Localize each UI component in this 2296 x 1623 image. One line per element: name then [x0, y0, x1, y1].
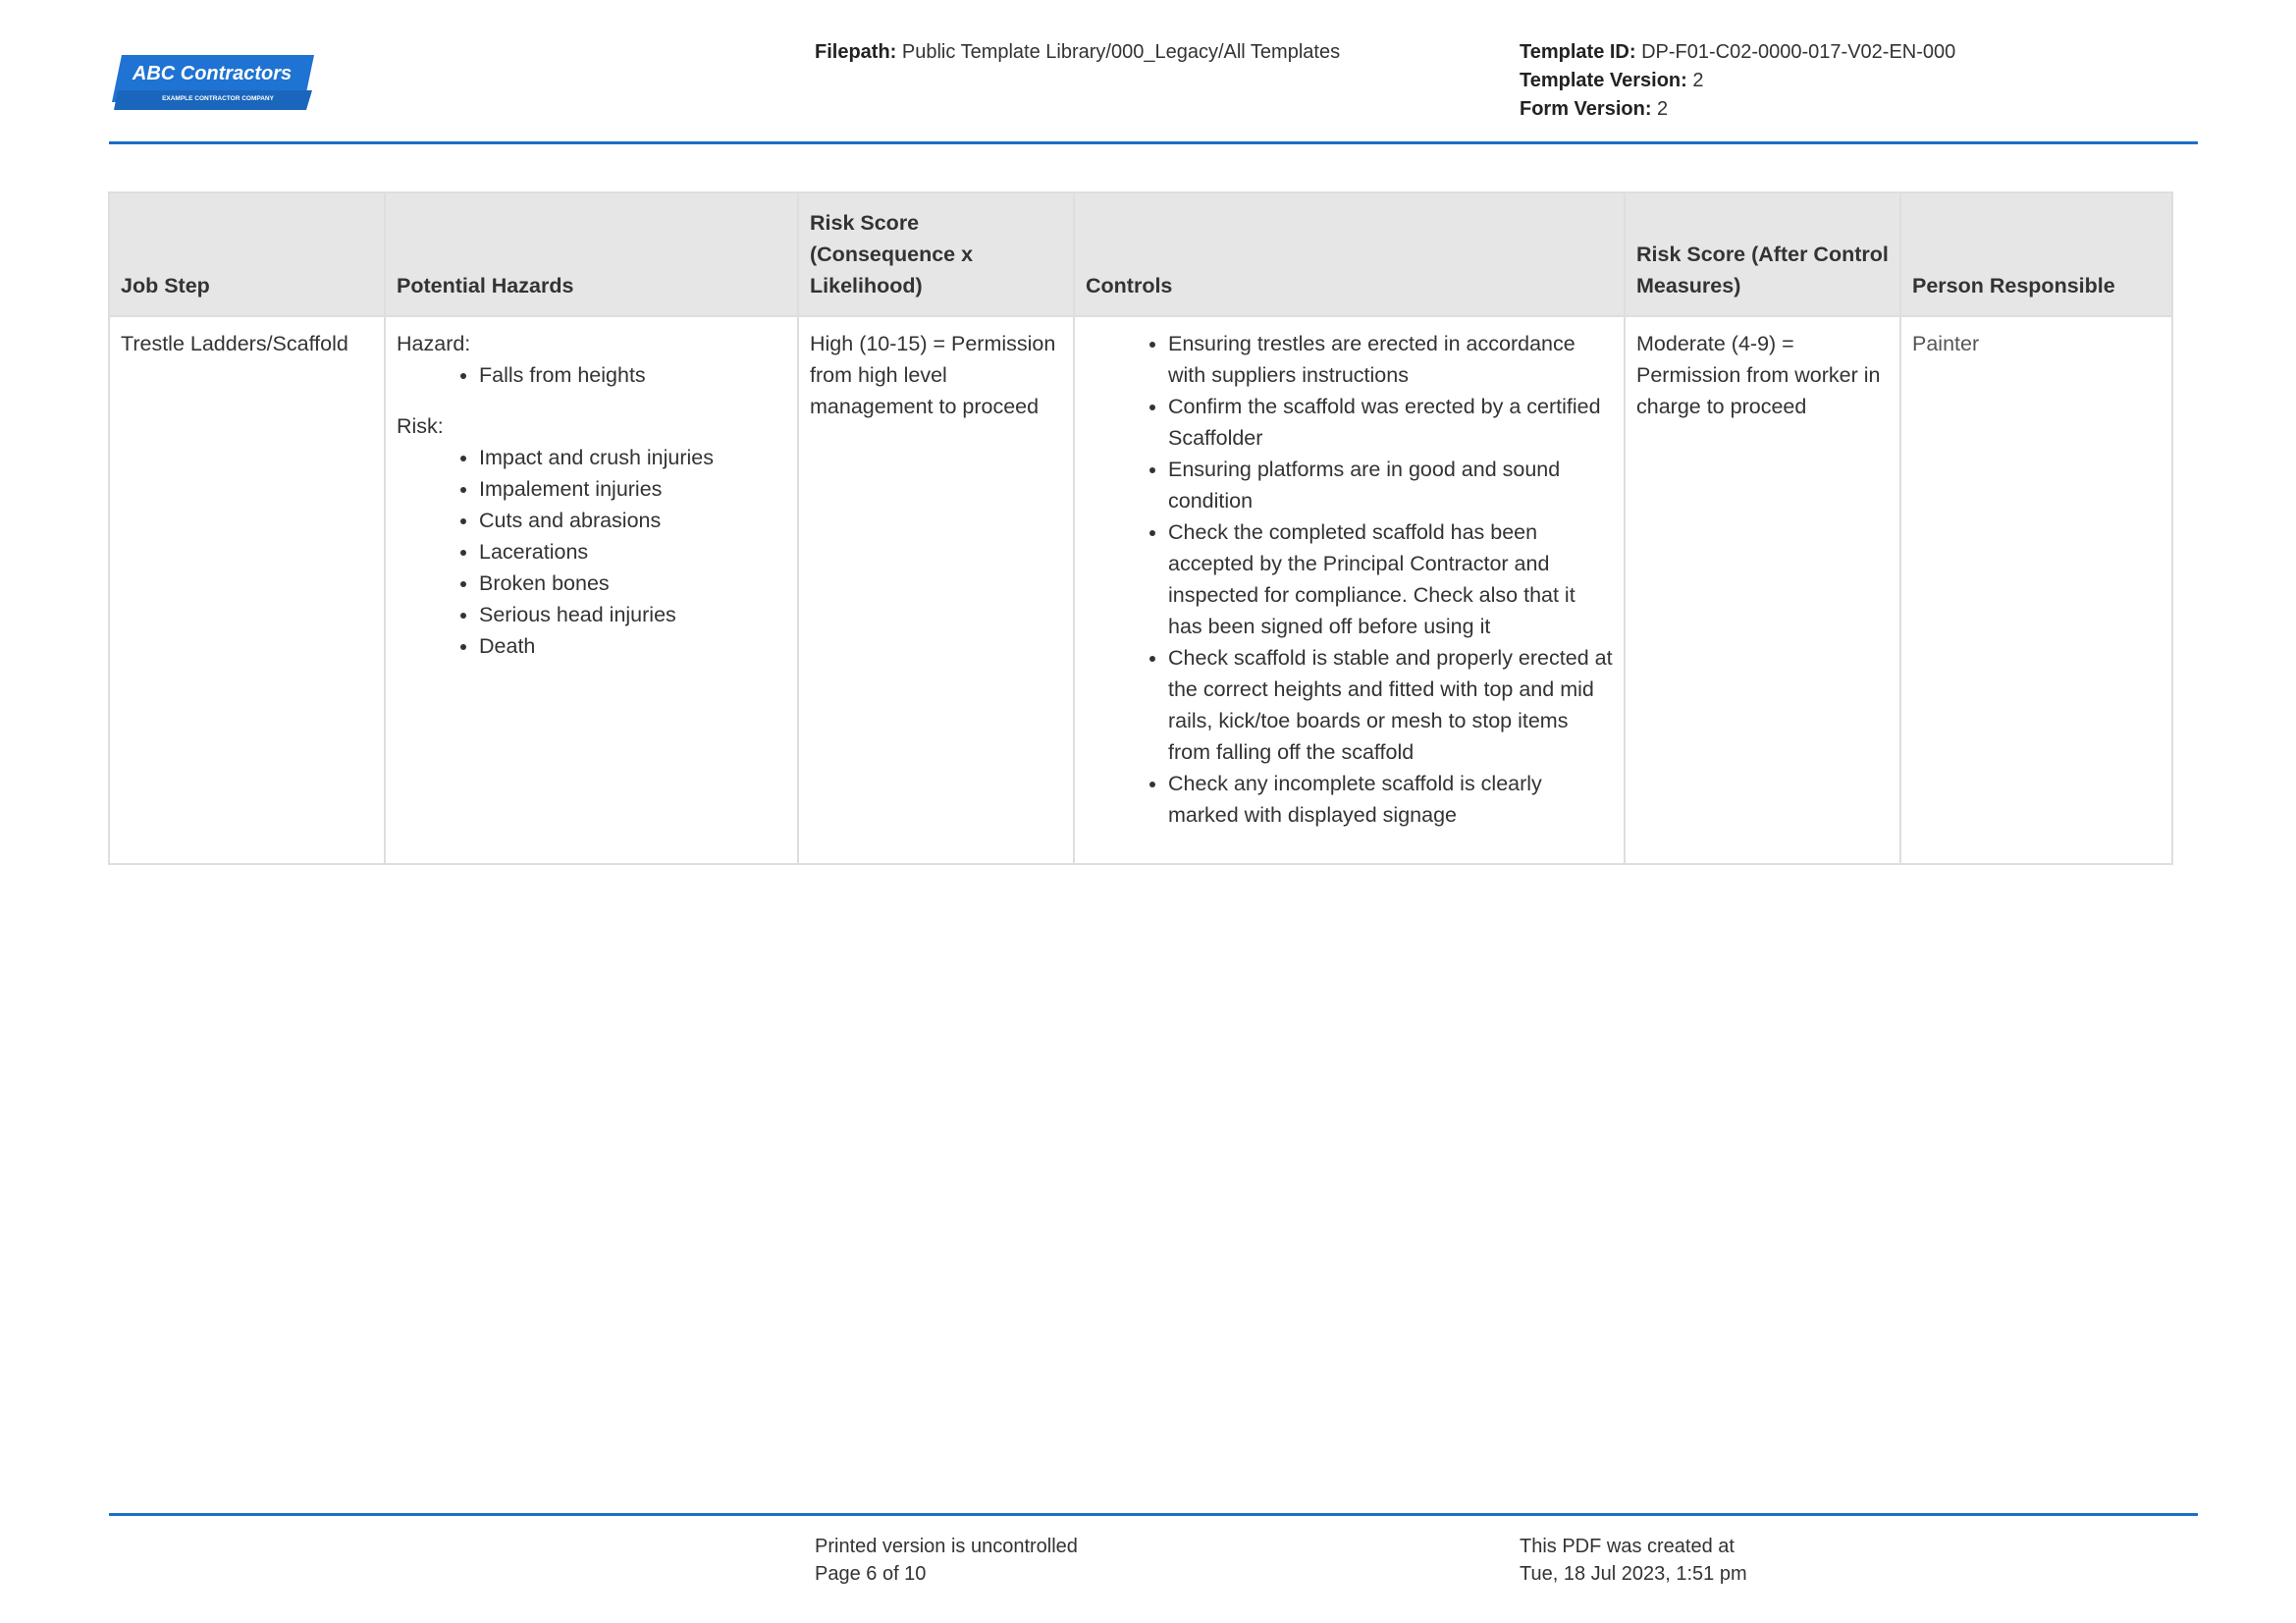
footer-created-info	[1520, 1533, 1747, 1588]
col-controls: Controls	[1074, 192, 1625, 316]
list-item: • Ensuring platforms are in good and sound condition	[1168, 454, 1613, 516]
company-logo	[110, 53, 316, 112]
col-risk-score: Risk Score (Consequence x Likelihood)	[798, 192, 1074, 316]
template-id-value: DP-F01-C02-0000-017-V02-EN-000	[1641, 41, 1956, 63]
controls-cell	[1074, 316, 1625, 864]
list-item: • Lacerations	[479, 536, 786, 568]
col-potential-hazards: Potential Hazards	[385, 192, 798, 316]
person-responsible-cell: Painter	[1900, 316, 2172, 864]
list-item: • Cuts and abrasions	[479, 505, 786, 536]
header-filepath	[815, 38, 1340, 67]
hazards-cell	[385, 316, 798, 864]
filepath-value: Public Template Library/000_Legacy/All Templates	[901, 41, 1341, 63]
template-version-label: Template Version:	[1520, 70, 1687, 91]
risk-list	[397, 442, 786, 662]
list-item: • Check any incomplete scaffold is clearly marked with displayed signage	[1168, 768, 1613, 831]
template-id-label: Template ID:	[1520, 41, 1636, 63]
hazard-label: Hazard:	[397, 332, 471, 355]
controls-list	[1075, 328, 1613, 831]
template-version-value: 2	[1692, 70, 1704, 91]
list-item: • Confirm the scaffold was erected by a certified Scaffolder	[1168, 391, 1613, 454]
created-timestamp: Tue, 18 Jul 2023, 1:51 pm	[1520, 1563, 1747, 1585]
list-item: • Impact and crush injuries	[479, 442, 786, 473]
hazard-list	[397, 359, 786, 391]
list-item: • Death	[479, 630, 786, 662]
risk-score-after-cell: Moderate (4-9) = Permission from worker in charge to proceed	[1625, 316, 1900, 864]
table-row	[109, 316, 2172, 864]
risk-label: Risk:	[397, 414, 444, 438]
logo-tagline: EXAMPLE CONTRACTOR COMPANY	[162, 95, 274, 102]
col-job-step: Job Step	[109, 192, 385, 316]
col-risk-score-after: Risk Score (After Control Measures)	[1625, 192, 1900, 316]
created-label: This PDF was created at	[1520, 1536, 1735, 1557]
list-item: • Ensuring trestles are erected in accordance with suppliers instructions	[1168, 328, 1613, 391]
risk-assessment-table	[108, 191, 2173, 865]
header-template-info	[1520, 38, 1955, 124]
list-item: • Serious head injuries	[479, 599, 786, 630]
list-item: • Impalement injuries	[479, 473, 786, 505]
list-item: • Check scaffold is stable and properly erected at the correct heights and fitted with top and mid rails, kick/toe boards or mesh to stop items from falling off the scaffold	[1168, 642, 1613, 768]
risk-score-cell: High (10-15) = Permission from high level management to proceed	[798, 316, 1074, 864]
form-version-line	[1520, 95, 1955, 124]
col-person-responsible: Person Responsible	[1900, 192, 2172, 316]
table-header-row	[109, 192, 2172, 316]
footer-print-info	[815, 1533, 1078, 1588]
filepath-label: Filepath:	[815, 41, 897, 63]
uncontrolled-notice: Printed version is uncontrolled	[815, 1536, 1078, 1557]
list-item: • Broken bones	[479, 568, 786, 599]
logo-name: ABC Contractors	[132, 63, 293, 84]
footer-divider	[109, 1513, 2198, 1516]
form-version-value: 2	[1657, 98, 1669, 120]
template-version-line	[1520, 67, 1955, 95]
form-version-label: Form Version:	[1520, 98, 1652, 120]
list-item: • Check the completed scaffold has been accepted by the Principal Contractor and inspected for compliance. Check also that it has been signed off before using it	[1168, 516, 1613, 642]
template-id-line	[1520, 38, 1955, 67]
page-number: Page 6 of 10	[815, 1563, 927, 1585]
job-step-cell: Trestle Ladders/Scaffold	[109, 316, 385, 864]
list-item: • Falls from heights	[479, 359, 786, 391]
header-divider	[109, 141, 2198, 144]
